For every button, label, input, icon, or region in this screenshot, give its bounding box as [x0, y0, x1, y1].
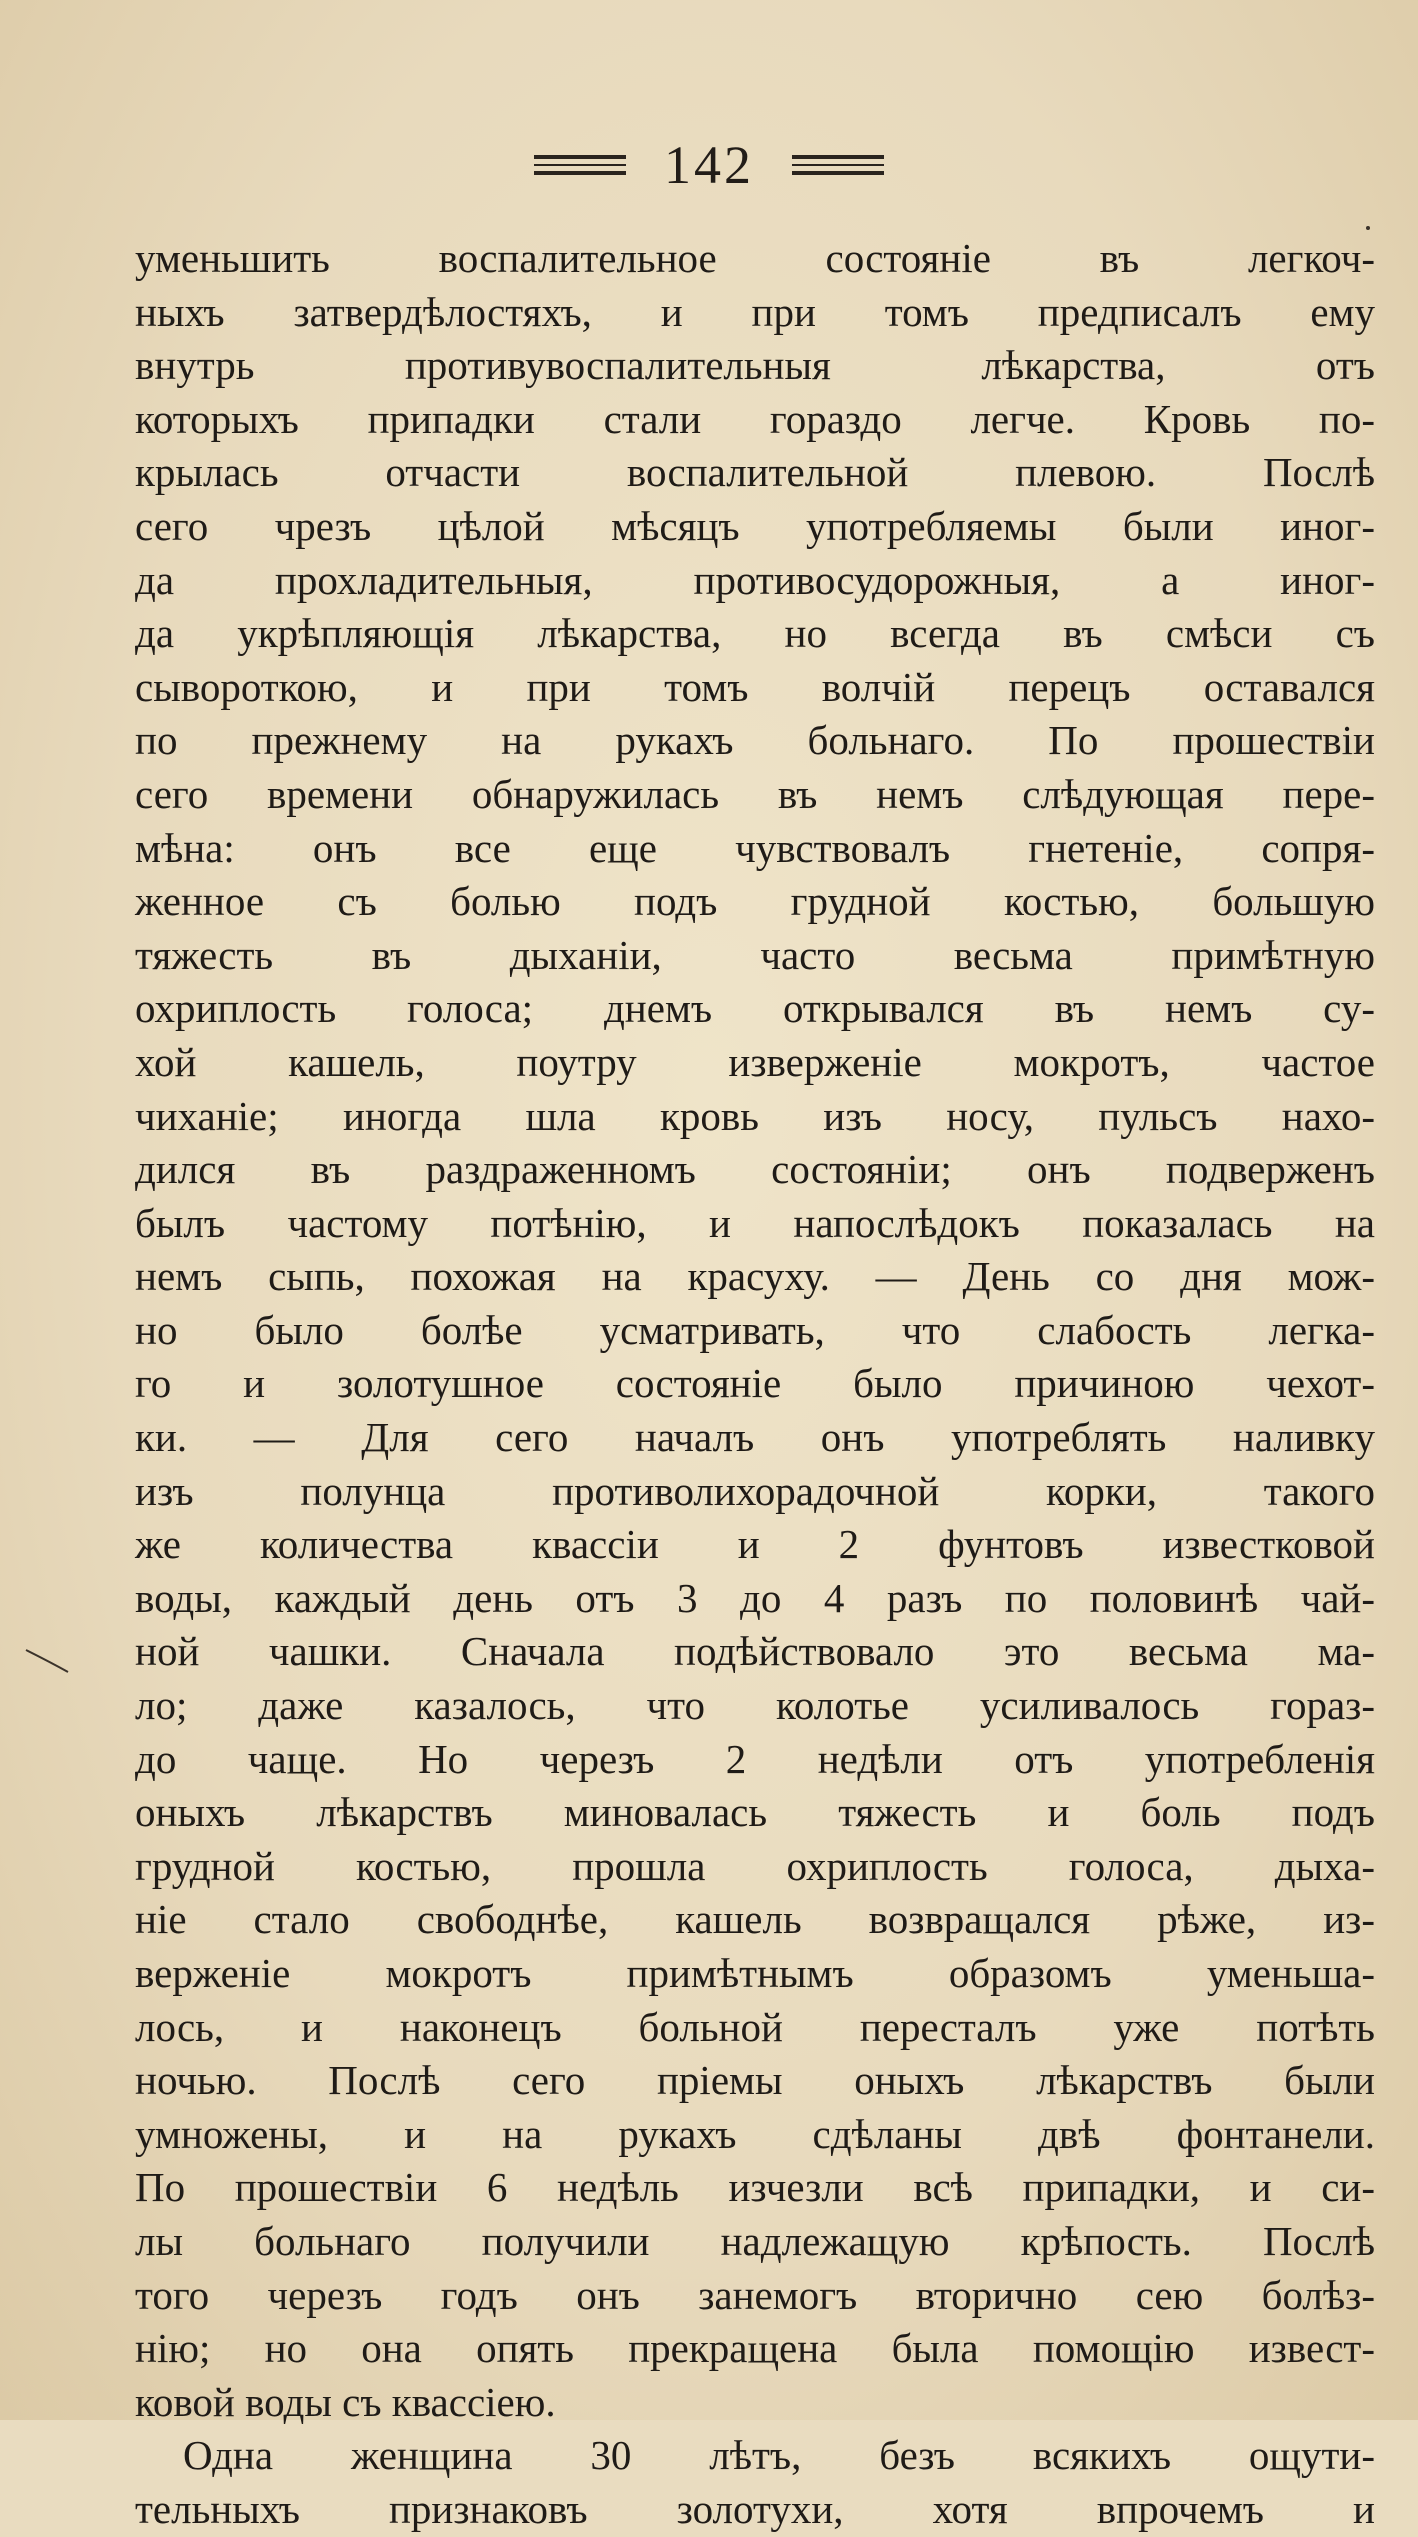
text-line: мѣна: онъ все еще чувствовалъ гнетеніе, сопря-: [135, 824, 1375, 871]
text-line: до чаще. Но черезъ 2 недѣли отъ употребленія: [135, 1735, 1375, 1782]
page-header: [0, 130, 1418, 200]
text-line: умножены, и на рукахъ сдѣланы двѣ фонтанели.: [135, 2110, 1375, 2157]
text-line: внутрь противувоспалительныя лѣкарства, отъ: [135, 342, 1375, 389]
text-line: да укрѣпляющія лѣкарства, но всегда въ смѣси съ: [135, 610, 1375, 657]
text-line: тяжесть въ дыханіи, часто весьма примѣтную: [135, 931, 1375, 978]
text-line: изъ полунца противолихорадочной корки, такого: [135, 1467, 1375, 1514]
text-line: сего времени обнаружилась въ немъ слѣдующая пере-: [135, 770, 1375, 817]
margin-pencil-mark: [24, 1646, 70, 1676]
text-line: ныхъ затвердѣлостяхъ, и при томъ предписалъ ему: [135, 288, 1375, 335]
text-line: женное съ болью подъ грудной костью, большую: [135, 878, 1375, 925]
left-header-rule: [534, 155, 626, 175]
text-line: нію; но она опять прекращена была помощію извест-: [135, 2325, 1375, 2372]
text-line: чиханіе; иногда шла кровь изъ носу, пульсъ нахо-: [135, 1092, 1375, 1139]
text-line: воды, каждый день отъ 3 до 4 разъ по половинѣ чай-: [135, 1574, 1375, 1621]
text-line: ніе стало свободнѣе, кашель возвращался рѣже, из-: [135, 1896, 1375, 1943]
text-line: дился въ раздраженномъ состояніи; онъ подверженъ: [135, 1146, 1375, 1193]
text-line: ной чашки. Сначала подѣйствовало это весьма ма-: [135, 1628, 1375, 1675]
body-text: [135, 232, 1375, 2537]
text-line: по прежнему на рукахъ больнаго. По прошествіи: [135, 717, 1375, 764]
text-line: былъ частому потѣнію, и напослѣдокъ показалась на: [135, 1199, 1375, 1246]
text-line: го и золотушное состояніе было причиною чехот-: [135, 1360, 1375, 1407]
text-line: того черезъ годъ онъ занемогъ вторично сею болѣз-: [135, 2271, 1375, 2318]
text-line: но было болѣе усматривать, что слабость легка-: [135, 1306, 1375, 1353]
text-line: охриплость голоса; днемъ открывался въ немъ су-: [135, 985, 1375, 1032]
text-line: уменьшить воспалительное состояніе въ легкоч-: [135, 235, 1375, 281]
text-line: лось, и наконецъ больной пересталъ уже потѣть: [135, 2003, 1375, 2050]
ink-speck: [1366, 226, 1370, 230]
text-line: сего чрезъ цѣлой мѣсяцъ употребляемы были иног-: [135, 502, 1375, 549]
text-line: оныхъ лѣкарствъ миновалась тяжесть и боль подъ: [135, 1789, 1375, 1836]
text-line: По прошествіи 6 недѣль изчезли всѣ припадки, и си-: [135, 2164, 1375, 2211]
text-line: верженіе мокротъ примѣтнымъ образомъ уменьша-: [135, 1950, 1375, 1996]
right-header-rule: [792, 155, 884, 175]
page-number: 142: [664, 135, 754, 195]
text-line: которыхъ припадки стали гораздо легче. Кровь по-: [135, 395, 1375, 442]
text-line: же количества квассіи и 2 фунтовъ известковой: [135, 1521, 1375, 1568]
text-line: немъ сыпь, похожая на красуху. — День со дня мож-: [135, 1253, 1375, 1300]
text-line: тельныхъ признаковъ золотухи, хотя впрочемъ и: [135, 2485, 1375, 2532]
text-line: крылась отчасти воспалительной плевою. Послѣ: [135, 449, 1375, 496]
text-line: сывороткою, и при томъ волчій перецъ оставался: [135, 663, 1375, 710]
text-line: ковой воды съ квассіею.: [135, 2378, 556, 2425]
text-line: лы больнаго получили надлежащую крѣпость. Послѣ: [135, 2217, 1375, 2264]
text-line: ки. — Для сего началъ онъ употреблять наливку: [135, 1414, 1375, 1461]
text-line: грудной костью, прошла охриплость голоса, дыха-: [135, 1842, 1375, 1889]
text-line: да прохладительныя, противосудорожныя, а иног-: [135, 556, 1375, 603]
text-line: Одна женщина 30 лѣтъ, безъ всякихъ ощути-: [183, 2432, 1375, 2479]
text-line: ночью. Послѣ сего пріемы оныхъ лѣкарствъ были: [135, 2057, 1375, 2104]
text-line: ло; даже казалось, что колотье усиливалось гораз-: [135, 1682, 1375, 1729]
text-line: хой кашель, поутру изверженіе мокротъ, частое: [135, 1038, 1375, 1085]
